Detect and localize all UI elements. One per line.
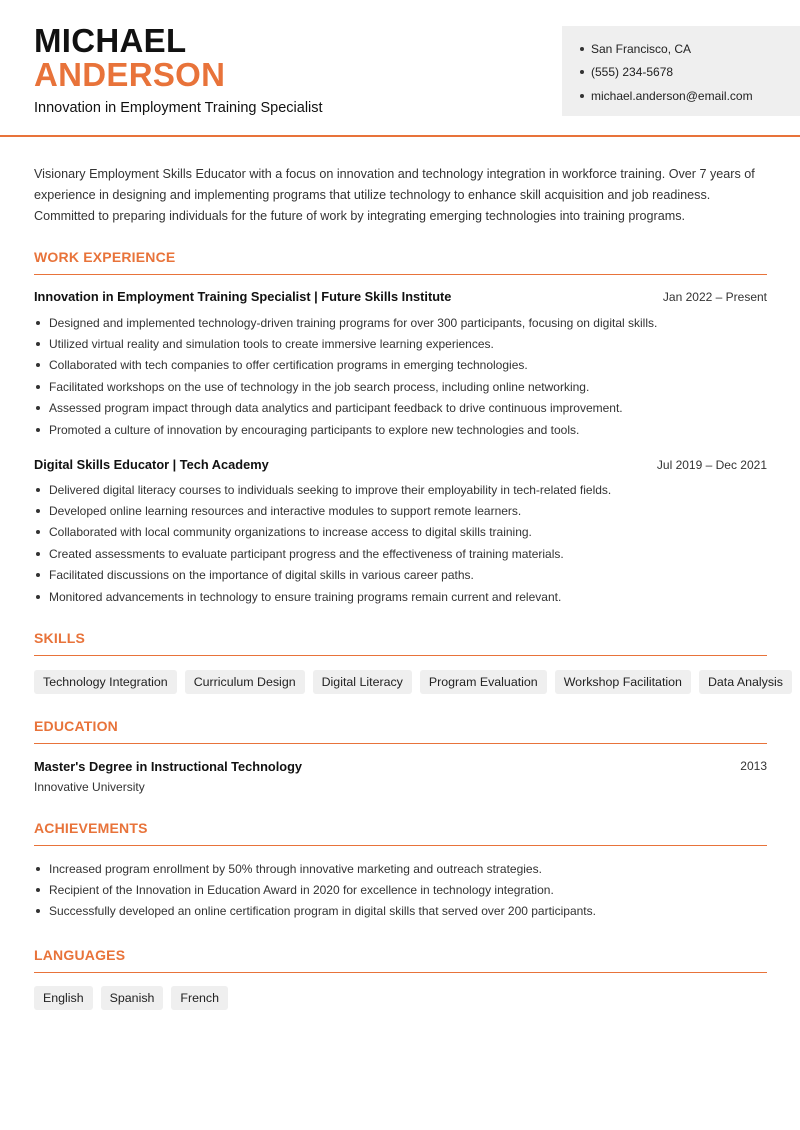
- section-divider: [34, 972, 767, 973]
- list-item: [34, 333, 774, 354]
- bullet-icon: [36, 363, 40, 367]
- bullet-icon: [36, 321, 40, 325]
- list-item: [34, 479, 774, 500]
- skill-chip: Technology Integration: [34, 670, 177, 694]
- job-date: Jul 2019 – Dec 2021: [656, 458, 767, 472]
- education-school: Innovative University: [34, 780, 145, 794]
- phone-text: (555) 234-5678: [591, 65, 674, 80]
- headline: Innovation in Employment Training Specialist: [34, 100, 323, 116]
- list-item-text: Recipient of the Innovation in Education Award in 2020 for excellence in technology integration.: [49, 883, 554, 898]
- bullet-icon: [36, 406, 40, 410]
- bullet-icon: [36, 509, 40, 513]
- bullet-icon: [580, 94, 584, 98]
- list-item: [34, 398, 774, 419]
- skill-chip: Digital Literacy: [313, 670, 412, 694]
- bullet-icon: [36, 342, 40, 346]
- list-item: [34, 419, 774, 440]
- section-divider: [34, 274, 767, 275]
- language-chip: French: [171, 986, 228, 1010]
- bullet-icon: [36, 488, 40, 492]
- job-bullets: [34, 312, 774, 440]
- section-title-education: EDUCATION: [34, 718, 118, 734]
- list-item-text: Collaborated with tech companies to offer certification programs in emerging technologies.: [49, 358, 528, 373]
- list-item: [34, 522, 774, 543]
- list-item: [34, 565, 774, 586]
- contact-box: [562, 26, 800, 116]
- bullet-icon: [36, 385, 40, 389]
- education-degree: Master's Degree in Instructional Technology: [34, 759, 303, 774]
- section-title-achievements: ACHIEVEMENTS: [34, 820, 148, 836]
- section-divider: [34, 655, 767, 656]
- list-item: [34, 312, 774, 333]
- skill-chip: Curriculum Design: [185, 670, 305, 694]
- list-item: [34, 858, 774, 879]
- list-item: [34, 901, 774, 922]
- bullet-icon: [36, 552, 40, 556]
- list-item: [34, 879, 774, 900]
- list-item-text: Assessed program impact through data analytics and participant feedback to drive continuous improvement.: [49, 401, 623, 416]
- contact-phone: [580, 61, 800, 85]
- achievements-list: [34, 858, 774, 922]
- summary: Visionary Employment Skills Educator with a focus on innovation and technology integration in workforce training. Over 7 years of experience in designing and implementing programs that utilize technology to enhance skill acquisition and job readiness. Committed to preparing individuals for the future of work by integrating emerging technologies into training programs.: [34, 167, 755, 223]
- list-item: [34, 376, 774, 397]
- list-item-text: Collaborated with local community organizations to increase access to digital skills training.: [49, 525, 532, 540]
- section-title-work-experience: WORK EXPERIENCE: [34, 249, 176, 265]
- bullet-icon: [580, 70, 584, 74]
- list-item-text: Increased program enrollment by 50% through innovative marketing and outreach strategies.: [49, 861, 542, 876]
- list-item-text: Utilized virtual reality and simulation tools to create immersive learning experiences.: [49, 337, 494, 352]
- list-item-text: Developed online learning resources and interactive modules to support remote learners.: [49, 504, 522, 519]
- location-text: San Francisco, CA: [591, 41, 692, 56]
- list-item-text: Delivered digital literacy courses to individuals seeking to improve their employability in tech-related fields.: [49, 482, 612, 497]
- list-item-text: Created assessments to evaluate participant progress and the effectiveness of training materials.: [49, 546, 564, 561]
- job-title: Innovation in Employment Training Specialist | Future Skills Institute: [34, 289, 452, 304]
- list-item: [34, 543, 774, 564]
- languages-list: [34, 986, 228, 1010]
- language-chip: Spanish: [101, 986, 164, 1010]
- list-item: [34, 586, 774, 607]
- contact-location: [580, 37, 800, 61]
- bullet-icon: [36, 573, 40, 577]
- last-name: ANDERSON: [34, 56, 226, 93]
- section-title-languages: LANGUAGES: [34, 947, 126, 963]
- list-item: [34, 355, 774, 376]
- bullet-icon: [36, 428, 40, 432]
- list-item-text: Facilitated workshops on the use of technology in the job search process, including online networking.: [49, 379, 590, 394]
- list-item-text: Designed and implemented technology-driven training programs for over 300 participants, focusing on digital skills.: [49, 315, 658, 330]
- job-title: Digital Skills Educator | Tech Academy: [34, 457, 269, 472]
- section-title-skills: SKILLS: [34, 630, 85, 646]
- first-name: MICHAEL: [34, 22, 187, 59]
- job-date: Jan 2022 – Present: [662, 290, 767, 304]
- skills-list: [34, 670, 792, 694]
- email-text: michael.anderson@email.com: [591, 88, 753, 103]
- list-item-text: Facilitated discussions on the importance of digital skills in various career paths.: [49, 568, 474, 583]
- resume-header: [0, 0, 800, 137]
- contact-email: [580, 84, 800, 108]
- education-year: 2013: [740, 759, 767, 773]
- job-bullets: [34, 479, 774, 607]
- skill-chip: Program Evaluation: [420, 670, 547, 694]
- bullet-icon: [36, 888, 40, 892]
- bullet-icon: [36, 909, 40, 913]
- skill-chip: Data Analysis: [699, 670, 792, 694]
- list-item: [34, 500, 774, 521]
- bullet-icon: [36, 867, 40, 871]
- language-chip: English: [34, 986, 93, 1010]
- bullet-icon: [36, 595, 40, 599]
- list-item-text: Successfully developed an online certification program in digital skills that served over 200 participants.: [49, 904, 596, 919]
- section-divider: [34, 743, 767, 744]
- section-divider: [34, 845, 767, 846]
- bullet-icon: [580, 47, 584, 51]
- list-item-text: Monitored advancements in technology to ensure training programs remain current and relevant.: [49, 589, 562, 604]
- bullet-icon: [36, 530, 40, 534]
- list-item-text: Promoted a culture of innovation by encouraging participants to explore new technologies and tools.: [49, 422, 580, 437]
- skill-chip: Workshop Facilitation: [555, 670, 691, 694]
